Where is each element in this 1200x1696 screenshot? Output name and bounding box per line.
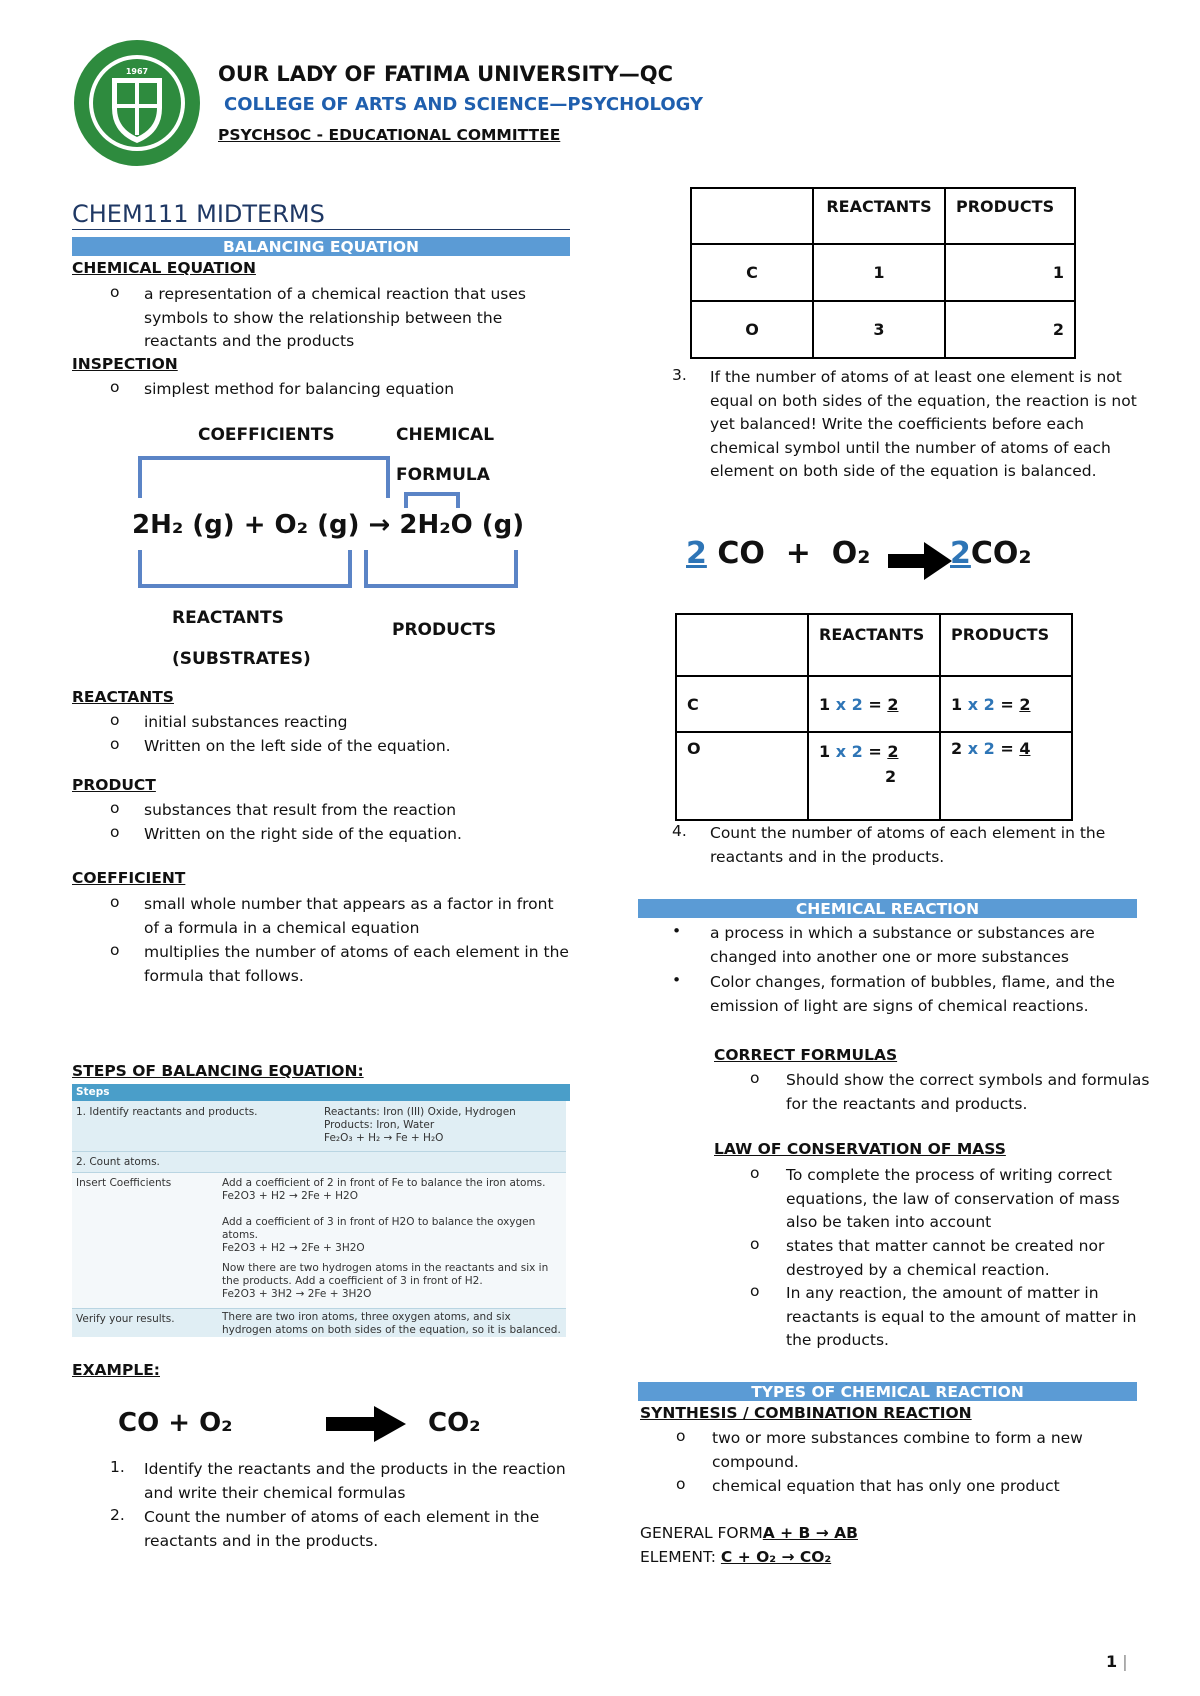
numbered-item: 3. If the number of atoms of at least one element is not equal on both sides of the equation, the reaction is not yet balanced! Write the coefficients before each chemical symbol until the number of atoms of each element on both side of the equation is balanced. [672,366,1137,481]
steps-table-header: Steps [72,1084,570,1101]
step-text: Fe2O3 + H2 → 2Fe + 3H2O [222,1242,365,1254]
chemical-equation-heading: CHEMICAL EQUATION [72,259,256,277]
reactants-heading: REACTANTS [72,688,174,706]
list-item: o states that matter cannot be created nor destroyed by a chemical reaction. [750,1235,1105,1279]
table-cell: O [691,301,813,358]
step-text: Add a coefficient of 2 in front of Fe to balance the iron atoms. [222,1177,546,1189]
step-label: 1. Identify reactants and products. [76,1106,258,1118]
list-item: o chemical equation that has only one product [676,1475,1060,1495]
step-text: Reactants: Iron (III) Oxide, Hydrogen [324,1106,516,1118]
step-text: Fe2O3 + H2 → 2Fe + H2O [222,1190,358,1202]
diagram-label-reactants: REACTANTS [172,608,284,628]
equation-text: CO + O₂ [717,536,871,571]
balanced-count-table [675,613,1073,821]
list-item: o Written on the right side of the equation. [110,823,462,843]
page-title: CHEM111 MIDTERMS [72,200,570,230]
arrow-icon [888,540,954,582]
page-number: 1 | [1106,1652,1128,1671]
college-name: COLLEGE OF ARTS AND SCIENCE—PSYCHOLOGY [224,94,704,115]
section-band-reaction: CHEMICAL REACTION [638,899,1137,918]
steps-row [72,1173,566,1309]
law-conservation-heading: LAW OF CONSERVATION OF MASS [714,1140,1006,1158]
table-cell: C [691,244,813,301]
coefficient-value: 2 [950,536,971,571]
diagram-label-coefficients: COEFFICIENTS [198,425,335,445]
correct-formulas-heading: CORRECT FORMULAS [714,1046,898,1064]
step-text: Now there are two hydrogen atoms in the reactants and six in the products. Add a coefficient of 3 in front of H2. [222,1262,549,1287]
step-label: Verify your results. [76,1313,175,1325]
university-name: OUR LADY OF FATIMA UNIVERSITY—QC [218,62,674,86]
numbered-item: 1. Identify the reactants and the products in the reaction and write their chemical formulas [110,1458,566,1502]
table-cell: 3 [813,301,945,358]
section-band-types: TYPES OF CHEMICAL REACTION [638,1382,1137,1401]
inspection-heading: INSPECTION [72,355,178,373]
equation-text: CO₂ [970,536,1032,571]
table-header: REACTANTS [808,614,940,676]
general-form-line: GENERAL FORMA + B → AB [640,1524,858,1542]
table-cell: C [676,676,808,732]
committee-name: PSYCHSOC - EDUCATIONAL COMMITTEE [218,126,561,144]
steps-row [72,1309,566,1337]
arrow-icon [326,1404,408,1444]
coefficient-heading: COEFFICIENT [72,869,186,887]
numbered-item: 2. Count the number of atoms of each element in the reactants and in the products. [110,1506,540,1550]
list-item: o multiplies the number of atoms of each element in the formula that follows. [110,941,569,985]
balanced-equation-left [686,536,870,571]
table-cell: O [676,732,808,820]
example-equation-right: CO₂ [428,1408,481,1438]
table-cell: 1 x 2 = 2 [808,676,940,732]
list-item: o two or more substances combine to form a new compound. [676,1427,1083,1471]
element-line: ELEMENT: C + O₂ → CO₂ [640,1548,832,1566]
steps-heading: STEPS OF BALANCING EQUATION: [72,1062,364,1080]
step-text: Products: Iron, Water [324,1119,435,1131]
steps-table [72,1084,566,1334]
table-cell: 2 [945,301,1075,358]
table-header: PRODUCTS [945,188,1075,244]
table-cell: 1 [813,244,945,301]
table-header [676,614,808,676]
list-item: o simplest method for balancing equation [110,378,455,398]
step-text: Add a coefficient of 3 in front of H2O to balance the oxygen atoms. [222,1216,536,1241]
list-item: o small whole number that appears as a factor in front of a formula in a chemical equation [110,893,554,937]
step-label: Insert Coefficients [76,1177,172,1189]
list-item: o initial substances reacting [110,711,348,731]
svg-text:1967: 1967 [125,67,149,76]
numbered-item: 4. Count the number of atoms of each element in the reactants and in the products. [672,822,1106,866]
university-seal [72,38,202,168]
diagram-label-substrates: (SUBSTRATES) [172,649,311,669]
example-equation-left: CO + O₂ [118,1408,233,1438]
list-item: o In any reaction, the amount of matter in reactants is equal to the amount of matter in the products. [750,1282,1137,1350]
list-item: • a process in which a substance or substances are changed into another one or more substances [672,922,1095,966]
example-heading: EXAMPLE: [72,1361,160,1379]
synthesis-heading: SYNTHESIS / COMBINATION REACTION [640,1404,972,1422]
step-text: There are two iron atoms, three oxygen atoms, and six hydrogen atoms on both sides of the equation, so it is balanced. [222,1311,561,1336]
list-item: o Should show the correct symbols and formulas for the reactants and products. [750,1069,1150,1113]
table-header: REACTANTS [813,188,945,244]
list-item: o a representation of a chemical reaction that uses symbols to show the relationship between the reactants and the products [110,283,526,351]
step-text: Fe₂O₃ + H₂ → Fe + H₂O [324,1132,444,1144]
list-item: • Color changes, formation of bubbles, flame, and the emission of light are signs of chemical reactions. [672,971,1115,1015]
table-header [691,188,813,244]
coefficient-value: 2 [686,536,707,571]
step-label: 2. Count atoms. [76,1156,160,1168]
steps-row [72,1152,566,1173]
list-item: o Written on the left side of the equation. [110,735,451,755]
list-item: o substances that result from the reaction [110,799,457,819]
diagram-equation: 2H₂ (g) + O₂ (g) → 2H₂O (g) [132,510,525,540]
balanced-equation-right [950,536,1032,571]
table-cell: 2 x 2 = 4 [940,732,1072,820]
table-cell: 1 [945,244,1075,301]
list-item: o To complete the process of writing correct equations, the law of conservation of mass also be taken into account [750,1164,1120,1232]
table-cell: 1 x 2 = 2 [940,676,1072,732]
steps-row [72,1101,566,1152]
atom-count-table [690,187,1076,359]
table-header: PRODUCTS [940,614,1072,676]
section-band-balancing: BALANCING EQUATION [72,237,570,256]
diagram-label-formula: FORMULA [396,465,490,485]
diagram-label-products: PRODUCTS [392,620,497,640]
step-text: Fe2O3 + 3H2 → 2Fe + 3H2O [222,1288,372,1300]
diagram-label-chemical: CHEMICAL [396,425,495,445]
table-cell: 1 x 2 = 2 2 [808,732,940,820]
product-heading: PRODUCT [72,776,156,794]
